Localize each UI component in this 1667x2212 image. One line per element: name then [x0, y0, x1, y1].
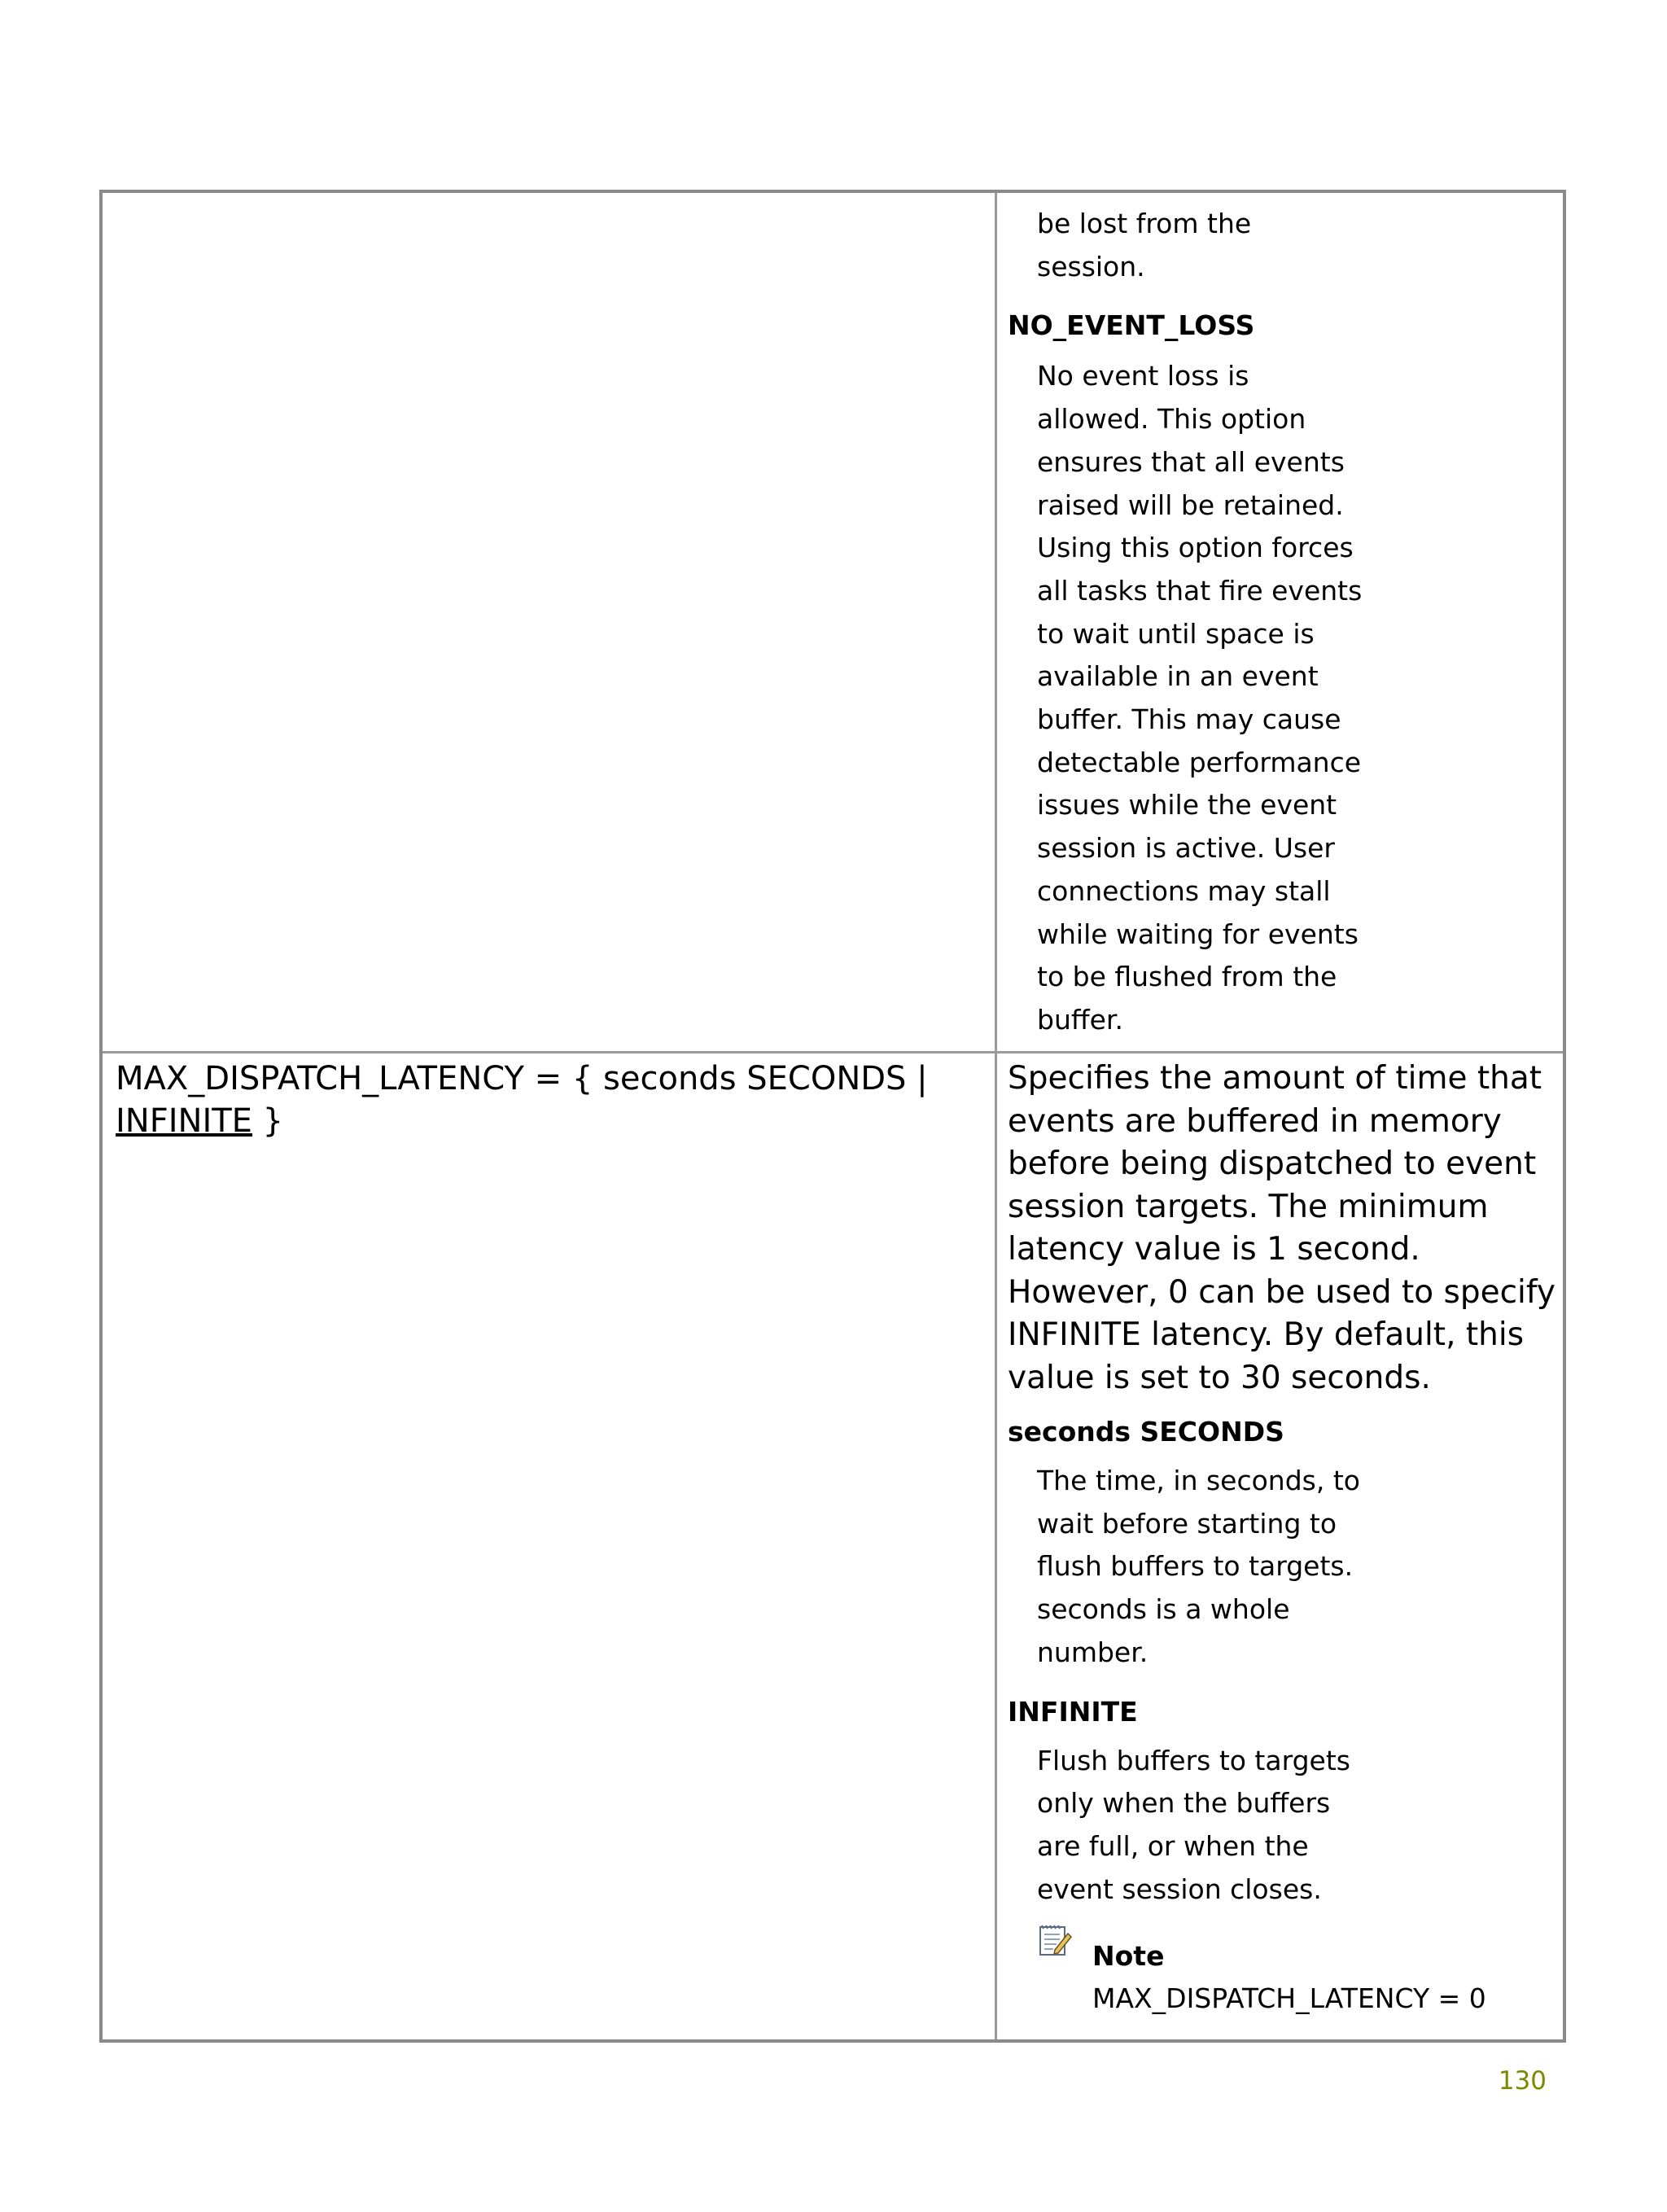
syntax-suffix: } — [252, 1102, 284, 1140]
options-table — [99, 190, 1566, 2043]
column-divider — [995, 193, 997, 2039]
syntax-line — [116, 1058, 978, 1142]
note-icon — [1037, 1922, 1073, 1958]
syntax-infinite-link: INFINITE — [116, 1102, 252, 1140]
option-term-no-event-loss: NO_EVENT_LOSS — [1008, 309, 1255, 342]
option-description-seconds: The time, in seconds, to wait before starting to flush buffers to targets. seconds is a whole number. — [1037, 1465, 1360, 1668]
row1-description-cell — [1008, 193, 1561, 1048]
note-text: MAX_DISPATCH_LATENCY = 0 — [1092, 1982, 1486, 2015]
page-number: 130 — [1498, 2066, 1547, 2096]
option-description-infinite: Flush buffers to targets only when the buffers are full, or when the event session closes. — [1037, 1744, 1350, 1905]
option-description-no-event-loss: No event loss is allowed. This option ensures that all events raised will be retained. Using this option forces all tasks that fire events to wait until space is available in an event buffer. This may cause detectable performance issues while the event session is active. User connections may stall while waiting for events to be flushed from the buffer. — [1037, 360, 1363, 1036]
option-description-max-dispatch-latency: Specifies the amount of time that events are buffered in memory before being dispatched to event session targets. The minimum latency value is 1 second. However, 0 can be used to specify INFINITE latency. By default, this value is set to 30 seconds. — [1008, 1060, 1555, 1396]
continuation-text: be lost from the session. — [1037, 208, 1252, 283]
note-header — [1037, 1922, 1561, 1978]
option-term-infinite: INFINITE — [1008, 1695, 1138, 1728]
option-term-seconds: seconds SECONDS — [1008, 1416, 1284, 1448]
note-label: Note — [1092, 1940, 1165, 1973]
syntax-prefix: MAX_DISPATCH_LATENCY = { seconds SECONDS | — [116, 1060, 928, 1097]
row2-description-cell — [1008, 1058, 1561, 2020]
row-divider — [103, 1051, 1563, 1053]
syntax-cell — [116, 1058, 978, 1142]
